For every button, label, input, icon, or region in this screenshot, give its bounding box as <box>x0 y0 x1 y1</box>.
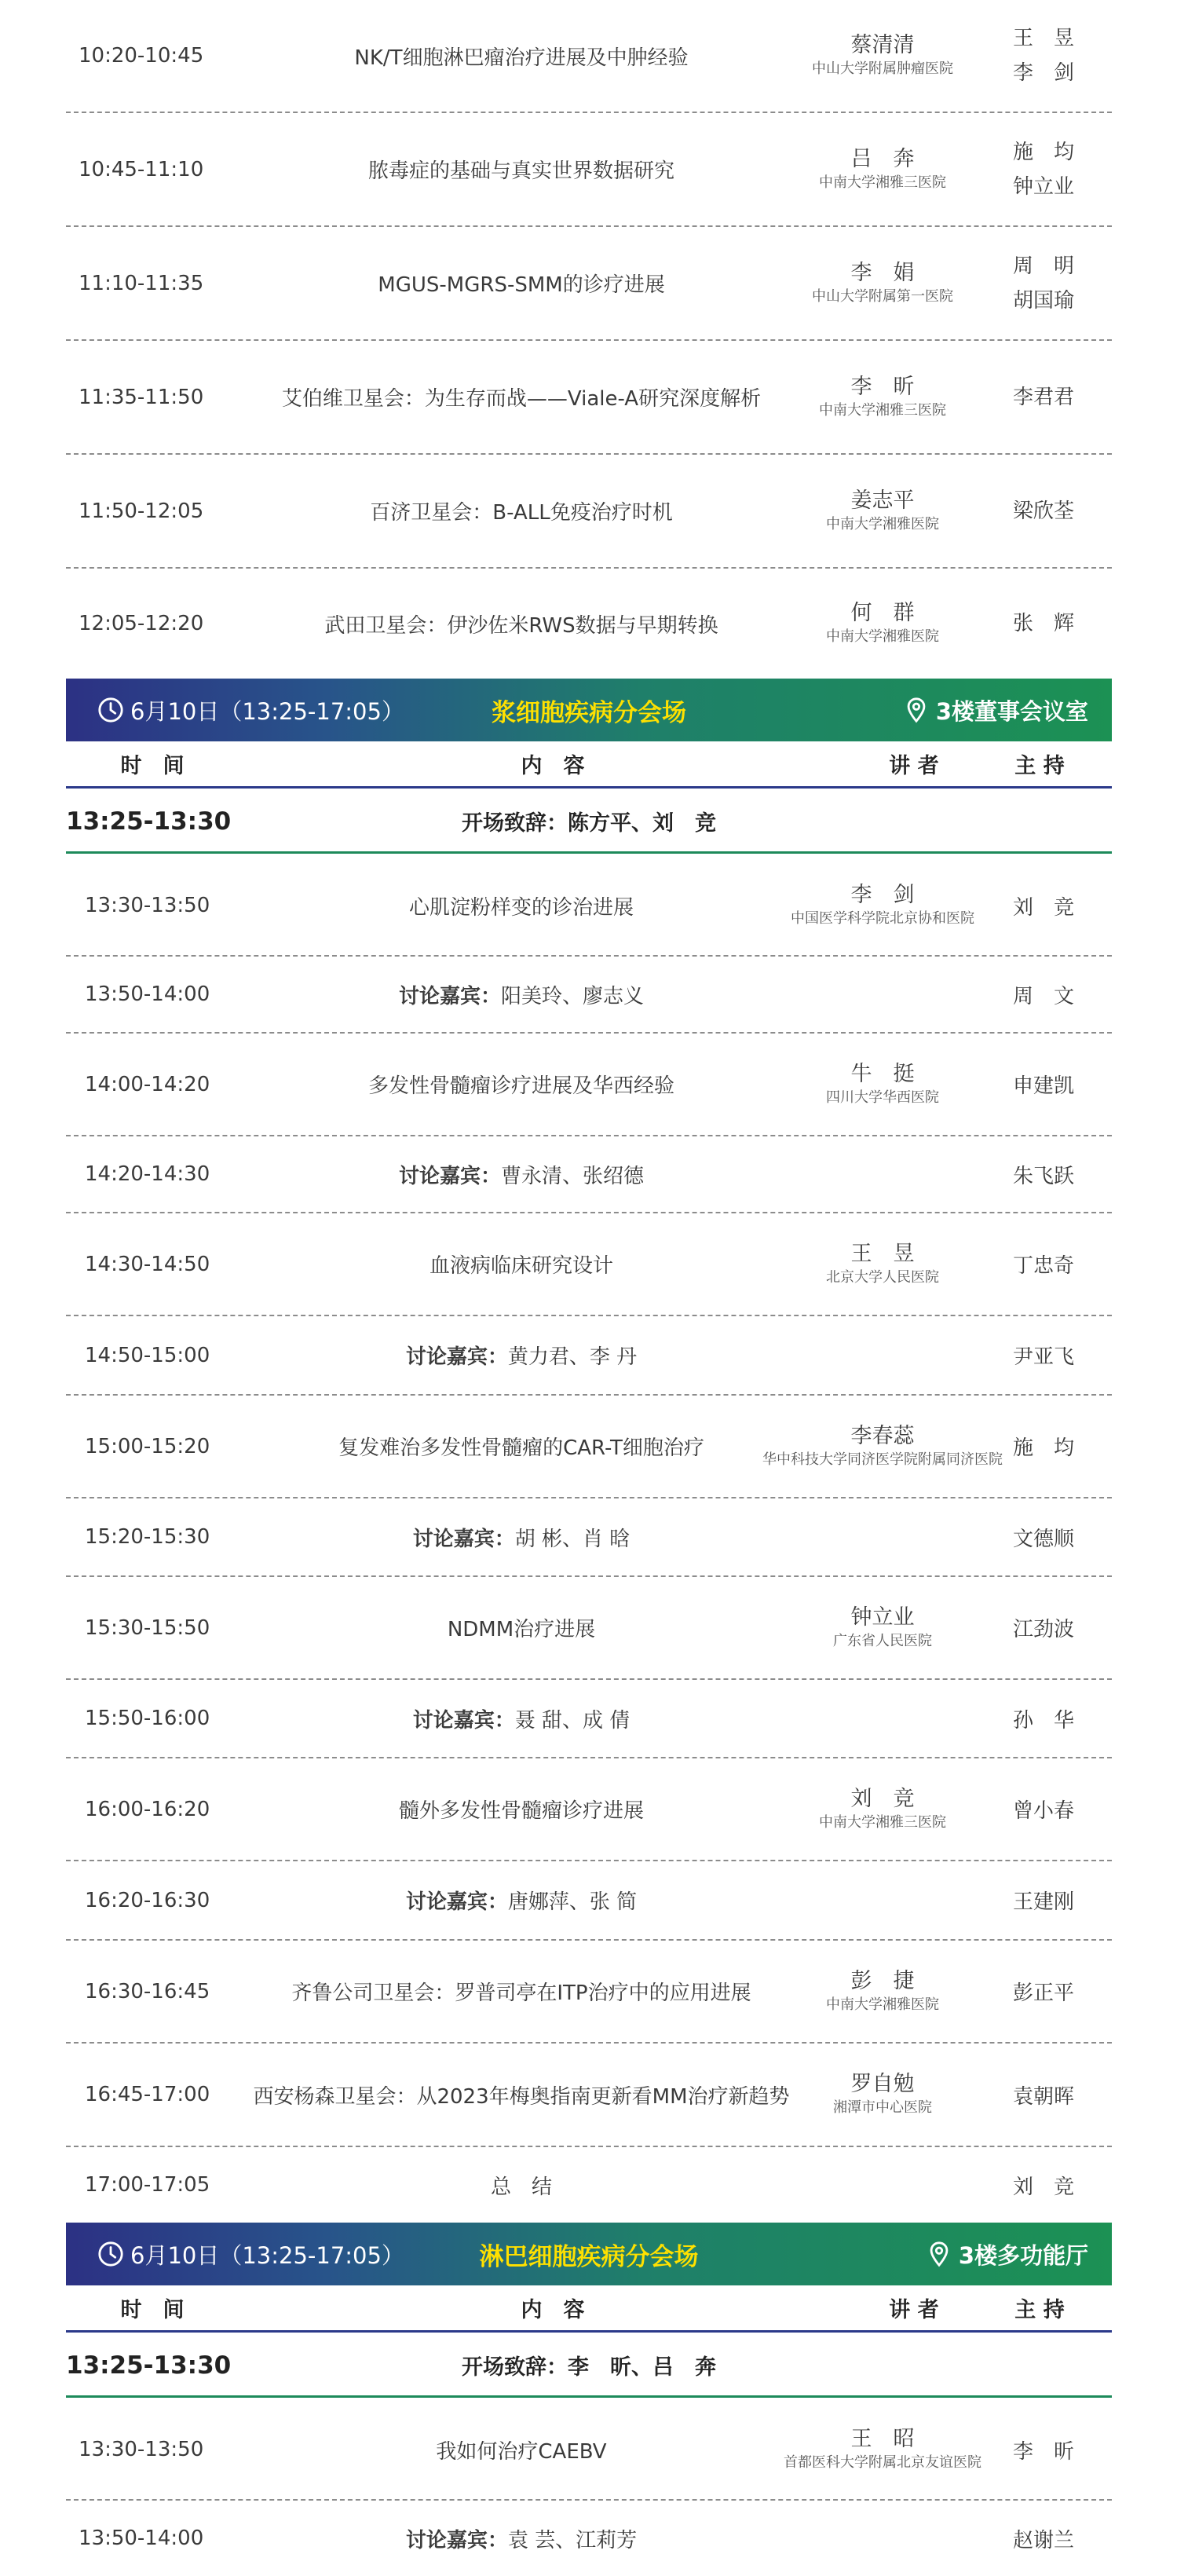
speaker-institution: 中山大学附属第一医院 <box>812 287 953 305</box>
table-row <box>66 1577 1112 1680</box>
opening-row <box>66 791 1112 854</box>
table-row <box>66 2501 1112 2576</box>
discussion-cell <box>223 1136 820 1212</box>
speaker-institution: 中南大学湘雅医院 <box>826 515 939 532</box>
speaker-name: 王 昱 <box>850 1241 915 1266</box>
topic-cell: 脓毒症的基础与真实世界数据研究 <box>367 159 674 183</box>
host-name: 李 剑 <box>1012 61 1074 85</box>
header-host: 主 持 <box>1014 2298 1065 2322</box>
table-header <box>66 2285 1112 2333</box>
topic-cell: 西安杨森卫星会：从2023年梅奥指南更新看MM治疗新趋势 <box>253 2084 790 2109</box>
speaker-name: 李春蕊 <box>850 1423 915 1448</box>
discussion-label: 讨论嘉宾： <box>405 1890 508 1914</box>
host-name: 王 昱 <box>1012 27 1074 50</box>
speaker-name: 李 昕 <box>850 374 915 399</box>
topic-cell: 多发性骨髓瘤诊疗进展及华西经验 <box>367 1074 674 1098</box>
discussion-guests: 阳美玲、廖志义 <box>501 984 645 1008</box>
time-cell: 15:50-16:00 <box>85 1707 210 1730</box>
speaker-name: 彭 捷 <box>850 1968 915 1993</box>
table-row <box>66 1396 1112 1498</box>
table-row <box>66 1861 1112 1941</box>
table-header <box>66 741 1112 789</box>
header-topic: 内 容 <box>521 2298 585 2322</box>
table-row <box>66 569 1112 679</box>
speaker-name: 钟立业 <box>850 1605 915 1630</box>
time-cell: 11:10-11:35 <box>79 271 204 295</box>
speaker-institution: 中南大学湘雅三医院 <box>819 174 946 191</box>
host-cell <box>969 455 1118 567</box>
opening-remarks: 开场致辞：李 昕、吕 奔 <box>462 2355 716 2380</box>
time-cell: 14:20-14:30 <box>85 1162 210 1186</box>
host-cell: 袁朝晖 <box>1012 2084 1074 2109</box>
session-title: 淋巴细胞疾病分会场 <box>479 2242 699 2271</box>
table-row <box>66 1941 1112 2044</box>
topic-cell: 艾伯维卫星会：为生存而战——Viale-A研究深度解析 <box>281 387 762 411</box>
host-cell: 王建刚 <box>1012 1890 1074 1914</box>
discussion-guests: 黄力君、李 丹 <box>507 1345 638 1369</box>
discussion-cell <box>223 2501 820 2576</box>
table-row <box>66 1136 1112 1213</box>
session-location <box>926 2238 1088 2270</box>
table-row <box>66 957 1112 1034</box>
speaker-institution: 湘潭市中心医院 <box>833 2099 932 2116</box>
speaker-name: 姜志平 <box>850 488 915 513</box>
time-cell: 15:00-15:20 <box>85 1434 210 1458</box>
host-cell: 周 文 <box>1012 984 1074 1008</box>
topic-cell: 总 结 <box>490 2175 552 2199</box>
topic-cell: 我如何治疗CAEBV <box>436 2439 607 2464</box>
table-row <box>66 113 1112 227</box>
session-banner <box>66 2223 1112 2285</box>
speaker-institution: 中国医学科学院北京协和医院 <box>791 910 974 927</box>
topic-cell: 百济卫星会：B-ALL免疫治疗时机 <box>370 501 673 525</box>
table-row <box>66 0 1112 113</box>
speaker-institution: 广东省人民医院 <box>833 1632 932 1649</box>
topic-cell: MGUS-MGRS-SMM的诊疗进展 <box>378 273 665 297</box>
discussion-label: 讨论嘉宾： <box>412 1527 515 1551</box>
discussion-cell <box>223 1680 820 1757</box>
session-date <box>97 694 404 726</box>
speaker-institution: 中山大学附属肿瘤医院 <box>812 60 953 77</box>
topic-cell: 复发难治多发性骨髓瘤的CAR-T细胞治疗 <box>338 1436 704 1460</box>
host-cell: 刘 竞 <box>1012 2175 1074 2199</box>
host-cell: 施 均 <box>1012 1436 1074 1460</box>
header-speaker: 讲 者 <box>889 2298 939 2322</box>
discussion-cell <box>223 1861 820 1939</box>
host-name: 周 明 <box>1012 254 1074 278</box>
table-row <box>66 856 1112 957</box>
speaker-institution: 中南大学湘雅三医院 <box>819 401 946 419</box>
speaker-name: 王 昭 <box>850 2427 915 2451</box>
host-cell <box>969 227 1118 339</box>
table-row <box>66 1316 1112 1396</box>
speaker-institution: 首都医科大学附属北京友谊医院 <box>784 2454 981 2471</box>
host-cell: 孙 华 <box>1012 1708 1074 1733</box>
host-name: 李君君 <box>1012 385 1074 409</box>
time-cell: 13:30-13:50 <box>79 2438 204 2461</box>
discussion-guests: 曹永清、张绍德 <box>501 1164 645 1188</box>
time-cell: 16:00-16:20 <box>85 1797 210 1821</box>
header-time: 时 间 <box>120 754 185 778</box>
table-row <box>66 227 1112 341</box>
opening-time: 13:25-13:30 <box>66 2351 232 2380</box>
session-location-text: 3楼董事会议室 <box>935 697 1088 725</box>
table-row <box>66 1680 1112 1758</box>
time-cell: 17:00-17:05 <box>85 2173 210 2197</box>
host-name: 张 辉 <box>1012 612 1074 635</box>
host-name: 梁欣荃 <box>1012 499 1074 523</box>
discussion-guests: 袁 芸、江莉芳 <box>507 2528 638 2552</box>
host-cell: 尹亚飞 <box>1012 1345 1074 1369</box>
time-cell: 12:05-12:20 <box>79 612 204 635</box>
table-row <box>66 1758 1112 1861</box>
location-pin-icon <box>903 697 930 723</box>
table-row <box>66 2044 1112 2147</box>
host-cell: 刘 竞 <box>1012 895 1074 920</box>
header-host: 主 持 <box>1014 754 1065 778</box>
discussion-guests: 唐娜萍、张 简 <box>507 1890 638 1914</box>
time-cell: 16:45-17:00 <box>85 2083 210 2106</box>
discussion-label: 讨论嘉宾： <box>398 984 501 1008</box>
discussion-label: 讨论嘉宾： <box>405 1345 508 1369</box>
opening-row <box>66 2335 1112 2398</box>
speaker-institution: 华中科技大学同济医学院附属同济医院 <box>762 1451 1003 1468</box>
host-cell <box>969 113 1118 225</box>
opening-time: 13:25-13:30 <box>66 807 232 836</box>
speaker-institution: 中南大学湘雅三医院 <box>819 1813 946 1831</box>
time-cell: 10:45-11:10 <box>79 157 204 181</box>
speaker-institution: 中南大学湘雅医院 <box>826 1996 939 2013</box>
session-date <box>97 2238 404 2270</box>
host-cell: 申建凯 <box>1012 1074 1074 1098</box>
session-date-text: 6月10日（13:25-17:05） <box>130 697 404 725</box>
topic-cell: 血液病临床研究设计 <box>429 1254 613 1278</box>
table-row <box>66 2400 1112 2501</box>
time-cell: 13:50-14:00 <box>79 2527 204 2550</box>
discussion-label: 讨论嘉宾： <box>405 2528 508 2552</box>
table-row <box>66 1498 1112 1577</box>
discussion-cell <box>223 957 820 1032</box>
opening-remarks: 开场致辞：陈方平、刘 竞 <box>462 811 716 836</box>
time-cell: 13:50-14:00 <box>85 982 210 1006</box>
time-cell: 13:30-13:50 <box>85 894 210 917</box>
host-cell: 李 昕 <box>1012 2439 1074 2464</box>
speaker-name: 李 剑 <box>850 883 915 907</box>
host-name: 钟立业 <box>1012 174 1074 199</box>
time-cell: 10:20-10:45 <box>79 44 204 68</box>
clock-icon <box>97 697 124 723</box>
speaker-name: 吕 奔 <box>850 146 915 171</box>
table-row <box>66 1213 1112 1316</box>
topic-cell: 武田卫星会：伊沙佐米RWS数据与早期转换 <box>324 613 718 638</box>
time-cell: 11:50-12:05 <box>79 499 204 523</box>
speaker-name: 罗自勉 <box>850 2072 915 2096</box>
discussion-label: 讨论嘉宾： <box>398 1164 501 1188</box>
speaker-name: 李 娟 <box>850 260 915 285</box>
table-row <box>66 341 1112 455</box>
topic-cell: NDMM治疗进展 <box>447 1618 596 1641</box>
discussion-cell <box>223 1316 820 1394</box>
host-name: 施 均 <box>1012 140 1074 164</box>
speaker-institution: 四川大学华西医院 <box>826 1089 939 1106</box>
speaker-name: 牛 挺 <box>850 1061 915 1086</box>
session-location <box>903 694 1088 726</box>
header-time: 时 间 <box>120 2298 185 2322</box>
host-cell: 赵谢兰 <box>1012 2528 1074 2552</box>
discussion-cell <box>223 1498 820 1575</box>
speaker-name: 蔡清清 <box>850 33 915 57</box>
session-date-text: 6月10日（13:25-17:05） <box>130 2241 404 2269</box>
time-cell: 11:35-11:50 <box>79 385 204 409</box>
host-cell: 朱飞跃 <box>1012 1164 1074 1188</box>
session-location-text: 3楼多功能厅 <box>958 2241 1088 2269</box>
table-row <box>66 2147 1112 2223</box>
host-cell: 曾小春 <box>1012 1799 1074 1823</box>
speaker-name: 刘 竞 <box>850 1786 915 1811</box>
clock-icon <box>97 2241 124 2267</box>
host-cell: 丁忠奇 <box>1012 1254 1074 1278</box>
discussion-guests: 聂 甜、成 倩 <box>514 1708 631 1733</box>
header-topic: 内 容 <box>521 754 585 778</box>
time-cell: 14:00-14:20 <box>85 1072 210 1096</box>
time-cell: 16:20-16:30 <box>85 1888 210 1912</box>
header-speaker: 讲 者 <box>889 754 939 778</box>
session-banner <box>66 679 1112 741</box>
host-name: 胡国瑜 <box>1012 288 1074 313</box>
time-cell: 14:50-15:00 <box>85 1343 210 1367</box>
discussion-label: 讨论嘉宾： <box>412 1708 515 1733</box>
time-cell: 16:30-16:45 <box>85 1979 210 2003</box>
host-cell: 江劲波 <box>1012 1618 1074 1641</box>
speaker-institution: 中南大学湘雅医院 <box>826 628 939 645</box>
topic-cell: 髓外多发性骨髓瘤诊疗进展 <box>398 1799 644 1823</box>
host-cell: 文德顺 <box>1012 1527 1074 1551</box>
host-cell <box>969 569 1118 679</box>
table-row <box>66 1034 1112 1136</box>
time-cell: 14:30-14:50 <box>85 1252 210 1276</box>
table-row <box>66 455 1112 569</box>
speaker-name: 何 群 <box>850 601 915 625</box>
topic-cell: 齐鲁公司卫星会：罗普司亭在ITP治疗中的应用进展 <box>291 1981 751 2005</box>
host-cell <box>969 341 1118 453</box>
time-cell: 15:20-15:30 <box>85 1525 210 1549</box>
time-cell: 15:30-15:50 <box>85 1615 210 1640</box>
speaker-institution: 北京大学人民医院 <box>826 1268 939 1286</box>
host-cell <box>969 0 1118 112</box>
discussion-guests: 胡 彬、肖 晗 <box>514 1527 631 1551</box>
topic-cell: 心肌淀粉样变的诊治进展 <box>408 895 634 920</box>
host-cell: 彭正平 <box>1012 1981 1074 2005</box>
session-title: 浆细胞疾病分会场 <box>492 698 686 727</box>
location-pin-icon <box>926 2241 952 2267</box>
topic-cell: NK/T细胞淋巴瘤治疗进展及中肿经验 <box>354 46 689 70</box>
